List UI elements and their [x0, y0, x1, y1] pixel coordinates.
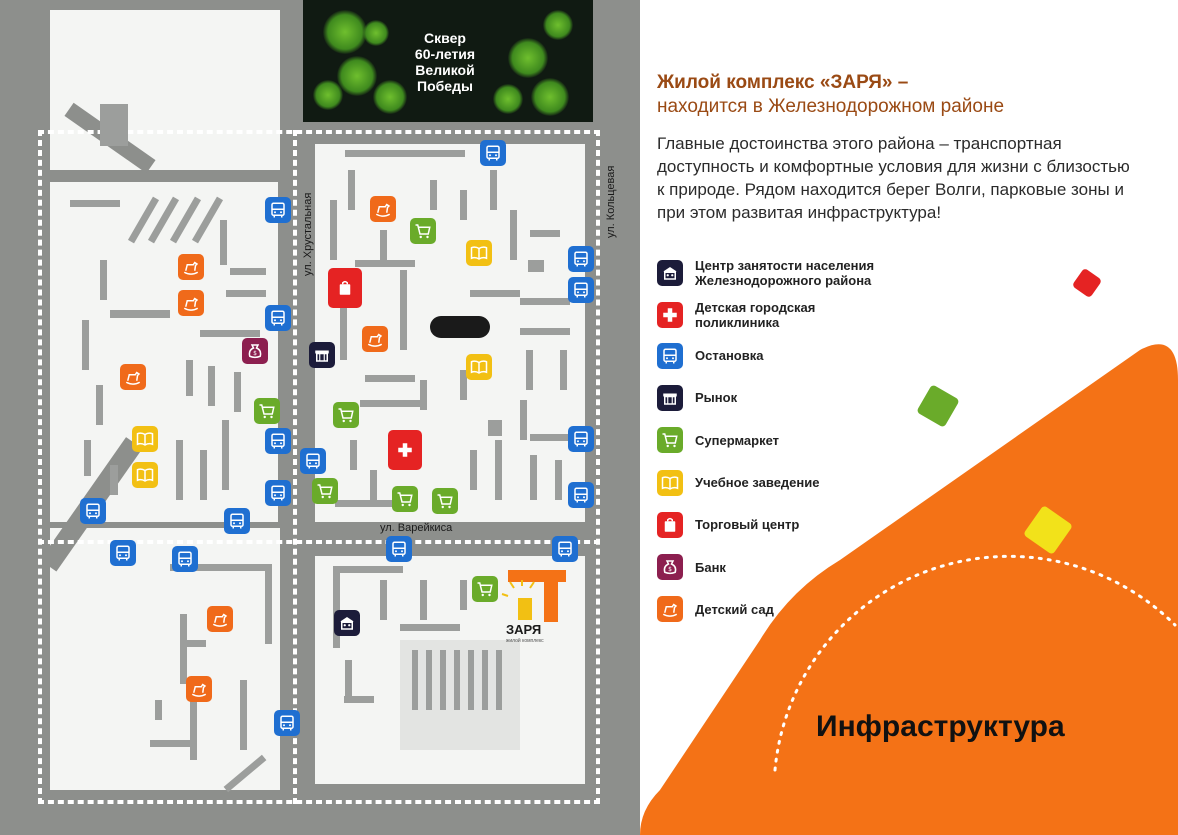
bus-stop-icon[interactable] [172, 546, 198, 572]
shopping-cart-icon-glyph [337, 406, 355, 424]
rocking-horse-icon[interactable] [120, 364, 146, 390]
book-icon[interactable] [466, 240, 492, 266]
bus-stop-icon[interactable] [224, 508, 250, 534]
legend-item [657, 596, 957, 622]
bus-stop-icon[interactable] [300, 448, 326, 474]
book-icon[interactable] [132, 462, 158, 488]
shopping-cart-icon[interactable] [254, 398, 280, 424]
legend-label: Центр занятости населения Железнодорожного района [695, 258, 875, 288]
book-icon [657, 470, 683, 496]
money-bag-icon-glyph [246, 342, 264, 360]
rocking-horse-icon[interactable] [178, 254, 204, 280]
money-bag-icon [657, 554, 683, 580]
shopping-cart-icon-glyph [396, 490, 414, 508]
shopping-bag-icon [657, 512, 683, 538]
legend-item [657, 470, 957, 496]
shopping-cart-icon [657, 427, 683, 453]
shopping-cart-icon-glyph [476, 580, 494, 598]
bus-stop-icon-glyph [269, 432, 287, 450]
rocking-horse-icon-glyph [211, 610, 229, 628]
legend-item [657, 343, 957, 369]
bus-stop-icon-glyph [84, 502, 102, 520]
bus-stop-icon[interactable] [568, 482, 594, 508]
bus-stop-icon[interactable] [274, 710, 300, 736]
job-center-icon[interactable] [334, 610, 360, 636]
infrastructure-heading: Инфраструктура [816, 710, 1065, 743]
bus-stop-icon[interactable] [265, 305, 291, 331]
shopping-cart-icon-glyph [258, 402, 276, 420]
bus-stop-icon-glyph [556, 540, 574, 558]
rocking-horse-icon-glyph [190, 680, 208, 698]
hospital-cross-icon [657, 302, 683, 328]
park-label: Сквер 60-летия Великой Победы [414, 30, 476, 94]
bus-stop-icon[interactable] [265, 428, 291, 454]
bus-stop-icon [657, 343, 683, 369]
bus-stop-icon[interactable] [265, 480, 291, 506]
rocking-horse-icon-glyph [182, 294, 200, 312]
zarya-logo-text: ЗАРЯ [506, 622, 542, 637]
path-bottom [38, 800, 600, 804]
street-koltsevaya: ул. Кольцевая [605, 165, 617, 238]
legend-label: Рынок [695, 390, 738, 406]
zarya-logo-subtext: жилой комплекс [506, 638, 544, 644]
bus-stop-icon-glyph [114, 544, 132, 562]
market-icon-glyph [313, 346, 331, 364]
bus-stop-icon-glyph [176, 550, 194, 568]
shopping-cart-icon[interactable] [392, 486, 418, 512]
bus-stop-icon-glyph [228, 512, 246, 530]
shopping-cart-icon[interactable] [333, 402, 359, 428]
book-icon-glyph [136, 430, 154, 448]
book-icon-glyph [470, 358, 488, 376]
bus-stop-icon[interactable] [552, 536, 578, 562]
rocking-horse-icon [657, 596, 683, 622]
rocking-horse-icon-glyph [124, 368, 142, 386]
legend-label: Торговый центр [695, 517, 800, 533]
street-vareykisa: ул. Варейкиса [380, 522, 453, 534]
shopping-cart-icon[interactable] [312, 478, 338, 504]
legend-label: Детский сад [695, 601, 774, 617]
shopping-bag-icon-large[interactable] [328, 268, 362, 308]
job-center-icon-glyph [338, 614, 356, 632]
shopping-cart-icon[interactable] [472, 576, 498, 602]
legend-item [657, 512, 957, 538]
bus-stop-icon[interactable] [568, 246, 594, 272]
bus-stop-icon[interactable] [568, 277, 594, 303]
bus-stop-icon-glyph [572, 250, 590, 268]
bus-stop-icon-glyph [269, 201, 287, 219]
rocking-horse-icon[interactable] [186, 676, 212, 702]
info-panel [640, 0, 1178, 835]
money-bag-icon[interactable] [242, 338, 268, 364]
legend-item [657, 300, 957, 330]
shopping-cart-icon-glyph [414, 222, 432, 240]
book-icon[interactable] [466, 354, 492, 380]
street-khrustalnaya: ул. Хрустальная [302, 192, 314, 276]
legend-label: Детская городская поликлиника [695, 300, 816, 331]
legend-item [657, 427, 957, 453]
rocking-horse-icon[interactable] [207, 606, 233, 632]
rocking-horse-icon-glyph [374, 200, 392, 218]
book-icon-glyph [136, 466, 154, 484]
rocking-horse-icon[interactable] [178, 290, 204, 316]
bus-stop-icon[interactable] [80, 498, 106, 524]
bus-stop-icon-glyph [572, 486, 590, 504]
market-icon [657, 385, 683, 411]
bus-stop-icon-glyph [278, 714, 296, 732]
legend-label: Супермаркет [695, 432, 780, 448]
legend-label: Остановка [695, 348, 764, 364]
panel-intro: Главные достоинства этого района – транспортная доступность и комфортные условия для жизни с близостью к природе. Рядом находится берег Волги, парковые зоны и при этом развитая инфраструктура! [657, 134, 1130, 222]
book-icon-glyph [470, 244, 488, 262]
rocking-horse-icon-glyph [182, 258, 200, 276]
market-icon[interactable] [309, 342, 335, 368]
bus-stop-icon-glyph [572, 430, 590, 448]
path-right [596, 130, 600, 804]
path-left [38, 130, 42, 804]
shopping-cart-icon-glyph [316, 482, 334, 500]
block-nw-top [50, 10, 280, 170]
panel-title-line2: находится в Железнодорожном районе [657, 96, 1005, 117]
bus-stop-icon[interactable] [480, 140, 506, 166]
path-mid [293, 130, 297, 804]
bus-stop-icon-glyph [269, 309, 287, 327]
legend-item [657, 554, 957, 580]
bus-stop-icon[interactable] [386, 536, 412, 562]
svg-text:$: $ [253, 349, 257, 357]
panel-title-line1: Жилой комплекс «ЗАРЯ» – [657, 72, 909, 93]
shopping-cart-icon[interactable] [410, 218, 436, 244]
bus-stop-icon-glyph [269, 484, 287, 502]
rocking-horse-icon-glyph [366, 330, 384, 348]
bus-stop-icon-glyph [304, 452, 322, 470]
bus-stop-icon[interactable] [265, 197, 291, 223]
legend-label: Банк [695, 559, 726, 575]
job-center-icon [657, 260, 683, 286]
bus-stop-icon-glyph [572, 281, 590, 299]
hospital-cross-icon-large[interactable] [388, 430, 422, 470]
bus-stop-icon-glyph [484, 144, 502, 162]
legend-item [657, 258, 957, 288]
svg-text:$: $ [668, 565, 672, 573]
rocking-horse-icon[interactable] [370, 196, 396, 222]
legend-item [657, 385, 957, 411]
legend-label: Учебное заведение [695, 475, 820, 490]
shopping-cart-icon-glyph [436, 492, 454, 510]
rocking-horse-icon[interactable] [362, 326, 388, 352]
bus-stop-icon-glyph [390, 540, 408, 558]
bus-stop-icon[interactable] [568, 426, 594, 452]
shopping-cart-icon[interactable] [432, 488, 458, 514]
book-icon[interactable] [132, 426, 158, 452]
bus-stop-icon[interactable] [110, 540, 136, 566]
